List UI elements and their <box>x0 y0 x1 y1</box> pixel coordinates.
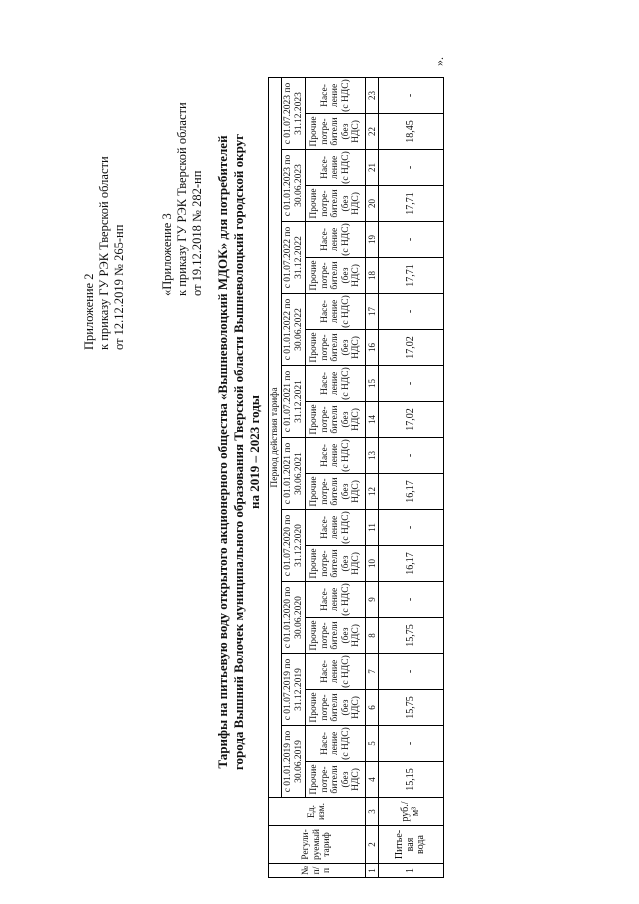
column-number-22: 22 <box>366 114 379 150</box>
period-10: с 01.07.2023 по 31.12.2023 <box>282 78 306 150</box>
tariff-value-19: 18,45 <box>379 114 444 150</box>
table-body <box>269 78 444 878</box>
group-population-2: Насе-ление (с НДС) <box>306 654 366 690</box>
tariff-value-3: 15,75 <box>379 690 444 726</box>
group-population-4: Насе-ление (с НДС) <box>306 510 366 546</box>
title-line3: на 2019 – 2023 годы <box>247 395 262 509</box>
period-9: с 01.01.2023 по 30.06.2023 <box>282 150 306 222</box>
tariff-value-10: - <box>379 438 444 474</box>
table-row <box>379 78 444 878</box>
tariff-value-12: - <box>379 366 444 402</box>
column-number-14: 14 <box>366 402 379 438</box>
column-number-18: 18 <box>366 258 379 294</box>
group-other-10: Прочие потре-бители (без НДС) <box>306 114 366 150</box>
group-other-5: Прочие потре-бители (без НДС) <box>306 474 366 510</box>
column-number-8: 8 <box>366 618 379 654</box>
tariff-value-13: 17,02 <box>379 330 444 366</box>
appendix-3-line2: к приказу ГУ РЭК Тверской области <box>175 102 189 296</box>
column-number-1: 1 <box>366 864 379 878</box>
column-number-21: 21 <box>366 150 379 186</box>
header-no: № п/п <box>269 864 366 878</box>
group-other-8: Прочие потре-бители (без НДС) <box>306 258 366 294</box>
period-4: с 01.07.2020 по 31.12.2020 <box>282 510 306 582</box>
row-name: Питье-вая вода <box>379 826 444 864</box>
column-number-20: 20 <box>366 186 379 222</box>
appendix-3-line1: «Приложение 3 <box>160 213 174 296</box>
tariff-value-8: - <box>379 510 444 546</box>
group-population-10: Насе-ление (с НДС) <box>306 78 366 114</box>
column-number-9: 9 <box>366 582 379 618</box>
period-7: с 01.01.2022 по 30.06.2022 <box>282 294 306 366</box>
period-6: с 01.07.2021 по 31.12.2021 <box>282 366 306 438</box>
group-other-6: Прочие потре-бители (без НДС) <box>306 402 366 438</box>
tariff-value-11: 17,02 <box>379 402 444 438</box>
group-other-3: Прочие потре-бители (без НДС) <box>306 618 366 654</box>
column-number-13: 13 <box>366 438 379 474</box>
title-line2: города Вышний Волочек муниципального образования Тверской области Вышневолоцкий городской округ <box>231 133 246 771</box>
tariff-value-9: 16,17 <box>379 474 444 510</box>
consumer-group-row <box>306 78 366 878</box>
column-number-row <box>366 78 379 878</box>
group-population-5: Насе-ление (с НДС) <box>306 438 366 474</box>
appendix-2-line1: Приложение 2 <box>82 273 96 350</box>
column-number-6: 6 <box>366 690 379 726</box>
period-2: с 01.07.2019 по 31.12.2019 <box>282 654 306 726</box>
header-period: Период действия тарифа <box>269 78 282 798</box>
period-1: с 01.01.2019 по 30.06.2019 <box>282 726 306 798</box>
group-other-1: Прочие потре-бители (без НДС) <box>306 762 366 798</box>
column-number-4: 4 <box>366 762 379 798</box>
column-number-16: 16 <box>366 330 379 366</box>
title-line1: Тарифы на питьевую воду открытого акционерного общества «Вышневолоцкий МДОК» для потребителей <box>215 135 230 769</box>
group-other-2: Прочие потре-бители (без НДС) <box>306 690 366 726</box>
group-population-8: Насе-ление (с НДС) <box>306 222 366 258</box>
tariff-table <box>268 77 444 878</box>
group-population-7: Насе-ление (с НДС) <box>306 294 366 330</box>
group-other-7: Прочие потре-бители (без НДС) <box>306 330 366 366</box>
period-5: с 01.01.2021 по 30.06.2021 <box>282 438 306 510</box>
appendix-2-line3: от 12.12.2019 № 265-нп <box>112 224 126 350</box>
group-population-3: Насе-ление (с НДС) <box>306 582 366 618</box>
column-number-7: 7 <box>366 654 379 690</box>
tariff-value-16: - <box>379 222 444 258</box>
column-number-2: 2 <box>366 826 379 864</box>
tariff-value-7: 16,17 <box>379 546 444 582</box>
column-number-11: 11 <box>366 510 379 546</box>
appendix-3-line3: от 19.12.2018 № 282-нп <box>190 170 204 296</box>
column-number-17: 17 <box>366 294 379 330</box>
group-population-9: Насе-ление (с НДС) <box>306 150 366 186</box>
group-other-9: Прочие потре-бители (без НДС) <box>306 186 366 222</box>
group-other-4: Прочие потре-бители (без НДС) <box>306 546 366 582</box>
tariff-value-2: - <box>379 726 444 762</box>
header-tariff: Регули-руемый тариф <box>269 826 366 864</box>
column-number-15: 15 <box>366 366 379 402</box>
tariff-value-5: 15,75 <box>379 618 444 654</box>
tariff-value-6: - <box>379 582 444 618</box>
closing-mark: ». <box>432 57 446 66</box>
appendix-3-header <box>160 102 205 296</box>
period-8: с 01.07.2022 по 31.12.2022 <box>282 222 306 294</box>
tariff-value-15: 17,71 <box>379 258 444 294</box>
column-number-10: 10 <box>366 546 379 582</box>
tariff-value-17: 17,71 <box>379 186 444 222</box>
row-unit: руб./м³ <box>379 798 444 826</box>
tariff-value-18: - <box>379 150 444 186</box>
tariff-value-1: 15,15 <box>379 762 444 798</box>
document-title <box>215 0 263 904</box>
tariff-value-4: - <box>379 654 444 690</box>
group-population-6: Насе-ление (с НДС) <box>306 366 366 402</box>
row-no: 1 <box>379 864 444 878</box>
column-number-19: 19 <box>366 222 379 258</box>
period-3: с 01.01.2020 по 30.06.2020 <box>282 582 306 654</box>
tariff-value-14: - <box>379 294 444 330</box>
period-row <box>282 78 306 878</box>
header-unit: Ед. изм. <box>269 798 366 826</box>
appendix-2-line2: к приказу ГУ РЭК Тверской области <box>97 156 111 350</box>
appendix-2-header <box>82 156 127 350</box>
column-number-23: 23 <box>366 78 379 114</box>
column-number-12: 12 <box>366 474 379 510</box>
tariff-value-20: - <box>379 78 444 114</box>
column-number-5: 5 <box>366 726 379 762</box>
column-number-3: 3 <box>366 798 379 826</box>
group-population-1: Насе-ление (с НДС) <box>306 726 366 762</box>
